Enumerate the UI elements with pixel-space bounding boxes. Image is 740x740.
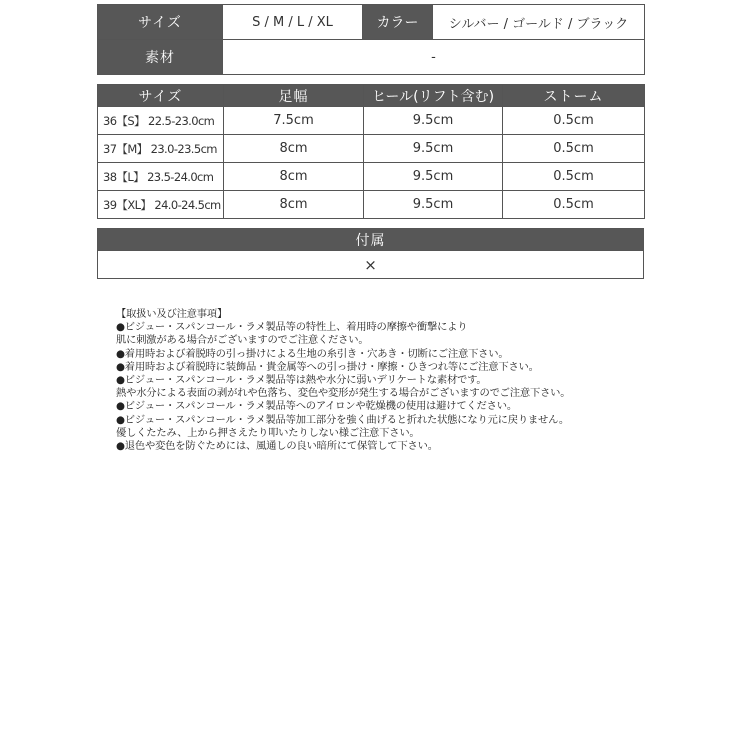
row-heel: 9.5cm [364, 107, 503, 135]
note-line: ●ビジュー・スパンコール・ラメ製品等へのアイロンや乾燥機の使用は避けてください。 [116, 400, 517, 413]
row-width: 8cm [224, 191, 364, 219]
color-label: カラー [363, 5, 433, 40]
table-row [98, 135, 645, 163]
basic-info-table [97, 4, 645, 75]
table-row [98, 191, 645, 219]
row-storm: 0.5cm [503, 135, 645, 163]
row-width: 7.5cm [224, 107, 364, 135]
accessories-label: 付属 [98, 229, 644, 251]
size-table [97, 84, 645, 219]
material-label: 素材 [98, 40, 223, 75]
row-heel: 9.5cm [364, 135, 503, 163]
header-storm: ストーム [503, 85, 645, 107]
row-size: 39【XL】 24.0-24.5cm [98, 191, 224, 219]
header-width: 足幅 [224, 85, 364, 107]
note-line: ●着用時および着脱時に装飾品・貴金属等への引っ掛け・摩擦・ひきつれ等にご注意下さい。 [116, 360, 539, 373]
care-notes [116, 308, 716, 453]
note-line: ●ビジュー・スパンコール・ラメ製品等加工部分を強く曲げると折れた状態になり元に戻りません。 [116, 413, 569, 426]
note-line: 熱や水分による表面の剥がれや色落ち、変色や変形が発生する場合がございますのでご注意下さい。 [116, 387, 571, 400]
row-heel: 9.5cm [364, 191, 503, 219]
accessories-table [97, 228, 644, 279]
row-width: 8cm [224, 163, 364, 191]
size-value: S / M / L / XL [223, 5, 363, 40]
row-size: 36【S】 22.5-23.0cm [98, 107, 224, 135]
material-row [98, 40, 645, 75]
row-storm: 0.5cm [503, 191, 645, 219]
row-storm: 0.5cm [503, 107, 645, 135]
row-size: 37【M】 23.0-23.5cm [98, 135, 224, 163]
table-row [98, 163, 645, 191]
note-line: 肌に刺激がある場合がございますのでご注意ください。 [116, 334, 369, 347]
row-size: 38【L】 23.5-24.0cm [98, 163, 224, 191]
size-color-row [98, 5, 645, 40]
header-heel: ヒール(リフト含む) [364, 85, 503, 107]
note-line: ●ビジュー・スパンコール・ラメ製品等の特性上、着用時の摩擦や衝撃により [116, 321, 468, 334]
accessories-value: × [98, 251, 644, 279]
accessories-header-row [98, 229, 644, 251]
accessories-value-row [98, 251, 644, 279]
table-row [98, 107, 645, 135]
size-table-header [98, 85, 645, 107]
color-value: シルバー / ゴールド / ブラック [433, 5, 645, 40]
note-line: ●退色や変色を防ぐためには、風通しの良い暗所にて保管して下さい。 [116, 440, 438, 453]
row-width: 8cm [224, 135, 364, 163]
note-line: ●ビジュー・スパンコール・ラメ製品等は熱や水分に弱いデリケートな素材です。 [116, 374, 487, 387]
note-line: ●着用時および着脱時の引っ掛けによる生地の糸引き・穴あき・切断にご注意下さい。 [116, 347, 509, 360]
material-value: - [223, 40, 645, 75]
header-size: サイズ [98, 85, 224, 107]
note-line: 優しくたたみ、上から押さえたり叩いたりしない様ご注意下さい。 [116, 426, 420, 439]
size-label: サイズ [98, 5, 223, 40]
row-heel: 9.5cm [364, 163, 503, 191]
notes-heading: 【取扱い及び注意事項】 [116, 308, 228, 320]
row-storm: 0.5cm [503, 163, 645, 191]
